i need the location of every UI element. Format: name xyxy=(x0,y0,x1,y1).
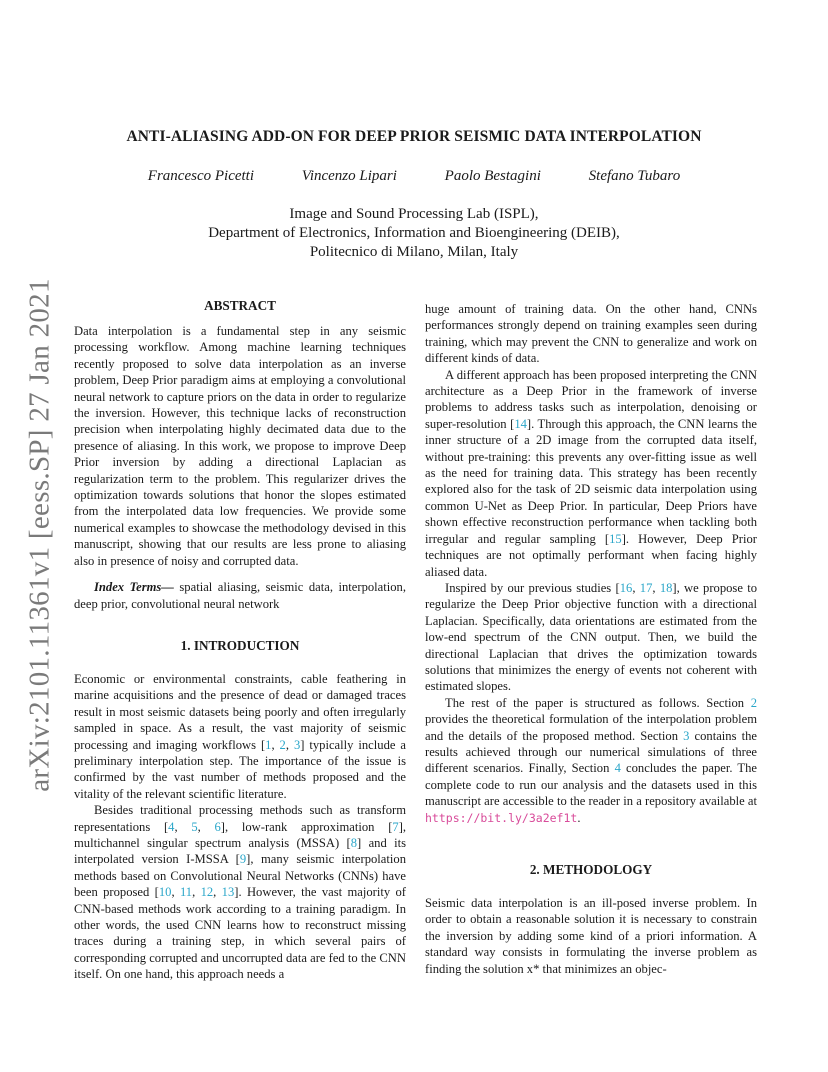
abstract-heading: ABSTRACT xyxy=(204,298,276,313)
text-run: . xyxy=(577,810,581,825)
intro-paragraph xyxy=(425,367,757,580)
section-reference-link[interactable]: 4 xyxy=(614,761,621,776)
text-run: concludes the paper. The complete code to run our analysis and the datasets used in this manuscript are accessible to the reader in a repository available at xyxy=(425,761,758,809)
text-run: The rest of the paper is structured as follows. Section xyxy=(445,695,751,710)
citation-link[interactable]: 2 xyxy=(279,737,286,752)
index-terms xyxy=(74,579,406,612)
text-run: Besides traditional processing methods such as transform representations [ xyxy=(74,803,406,834)
text-run: , xyxy=(197,819,215,834)
text-run: Economic or environmental constraints, cable feathering in marine acquisitions and the presence of dead or damaged traces result in most seismic datasets being poorly and often irregularly sampled in space. As a result, the vast majority of seismic processing and imaging workflows [ xyxy=(74,671,406,752)
citation-link[interactable]: 6 xyxy=(214,819,221,834)
text-run: ] and its interpolated version I-MSSA [ xyxy=(74,835,406,867)
citation-link[interactable]: 17 xyxy=(639,580,653,595)
citation-link[interactable]: 5 xyxy=(191,819,198,834)
affiliation-line: Image and Sound Processing Lab (ISPL), xyxy=(289,206,539,222)
abstract-text: Data interpolation is a fundamental step in any seismic processing workflow. Among machine learning techniques recently proposed to solve data interpolation as an inverse problem, Deep Prior paradigm aims at employing a convolutional neural network to capture priors on the data in order to regularize the inversion. However, this technique lacks of reconstruction precision when interpolating highly decimated data due to the presence of aliasing. In this work, we propose to improve Deep Prior inversion by adding a directional Laplacian as regularization term to the problem. This regularizer drives the optimization towards solutions that honor the slopes estimated from the interpolated data low frequencies. We provide some numerical examples to showcase the methodology devised in this manuscript, showing that our results are less prone to aliasing also in presence of noisy and corrupted data. xyxy=(74,324,406,568)
section-reference-link[interactable]: 3 xyxy=(683,728,690,743)
intro-paragraph xyxy=(74,671,406,802)
citation-link[interactable]: 3 xyxy=(293,737,301,752)
citation-link[interactable]: 1 xyxy=(265,737,272,752)
intro-paragraph: huge amount of training data. On the other hand, CNNs performances strongly depend on training examples seen during training, which may prevent the CNN to generalize and work on different kinds of data. xyxy=(425,302,757,366)
intro-paragraph xyxy=(74,802,406,982)
citation-link[interactable]: 14 xyxy=(514,416,527,431)
text-run: ]. Through this approach, the CNN learns the inner structure of a 2D image from the corrupted data itself, without pre-training: this prevents any over-fitting issue as well as the need for training data. This strategy has been recently explored also for the task of 2D seismic data interpolation using common U-Net as Deep Prior. In particular, Deep Priors have shown effective reconstruction performance when tackling both irregular and regular sampling [ xyxy=(425,416,757,546)
text-run: , xyxy=(285,737,294,752)
citation-link[interactable]: 8 xyxy=(350,835,358,850)
affiliation-line: Politecnico di Milano, Milan, Italy xyxy=(309,244,519,260)
affiliation-line: Department of Electronics, Information and Bioengineering (DEIB), xyxy=(208,225,620,241)
citation-link[interactable]: 15 xyxy=(609,531,622,546)
citation-link[interactable]: 18 xyxy=(659,580,673,595)
arxiv-identifier: arXiv:2101.11361v1 [eess.SP] 27 Jan 2021 xyxy=(23,278,56,792)
affiliation xyxy=(0,205,828,262)
methodology-paragraph: Seismic data interpolation is an ill-posed inverse problem. In order to obtain a reasonable solution it is necessary to constrain the inversion by adding some kind of a priori information. A standard way consists in formulating the inverse problem as finding the solution x* that minimizes an objec- xyxy=(425,896,757,976)
text-run: , xyxy=(171,885,180,900)
citation-link[interactable]: 4 xyxy=(168,819,175,834)
citation-link[interactable]: 16 xyxy=(619,580,633,595)
introduction-heading: 1. INTRODUCTION xyxy=(180,637,300,653)
text-run: , xyxy=(632,580,640,595)
text-run: ], we propose to regularize the Deep Prior objective function with a directional Laplacian. Specifically, data orientations are estimated from the low-end spectrum of the CNN output. Then, we build the directional Laplacian that drives the optimization towards solutions that minimizes the energy of events not coherent with estimated slopes. xyxy=(425,580,758,694)
index-terms-label: Index Terms— xyxy=(94,580,174,595)
author-name: Stefano Tubaro xyxy=(588,168,681,184)
text-run: , xyxy=(652,580,660,595)
text-run: ] typically include a preliminary interpolation step. The importance of the issue is confirmed by the vast number of methods proposed and the vitality of the relevant scientific literature. xyxy=(74,737,406,801)
text-run: provides the theoretical formulation of the interpolation problem and the details of the proposed method. Section xyxy=(425,712,757,743)
citation-link[interactable]: 13 xyxy=(221,885,235,900)
citation-link[interactable]: 10 xyxy=(158,885,172,900)
methodology-heading: 2. METHODOLOGY xyxy=(529,862,653,877)
author-list xyxy=(0,168,828,185)
author-name: Paolo Bestagini xyxy=(444,168,541,184)
repository-url-link[interactable]: https://bit.ly/3a2ef1t xyxy=(425,810,578,825)
text-run: ], multichannel singular spectrum analysis (MSSA) [ xyxy=(74,819,407,850)
paper-title: ANTI-ALIASING ADD-ON FOR DEEP PRIOR SEISMIC DATA INTERPOLATION xyxy=(126,128,702,145)
text-run: contains the results achieved through our numerical simulations of three different scenarios. Finally, Section xyxy=(425,728,758,776)
intro-paragraph xyxy=(425,580,757,695)
citation-link[interactable]: 11 xyxy=(179,885,193,900)
text-run: , xyxy=(213,885,222,900)
citation-link[interactable]: 12 xyxy=(200,885,214,900)
text-run: , xyxy=(192,885,201,900)
text-run: ]. However, the vast majority of CNN-based methods work according to a training paradigm. In other words, the used CNN learns how to reconstruct missing traces during a training step, in which several pairs of corresponding corrupted and uncorrupted data are fed to the CNN itself. On one hand, this approach needs a xyxy=(74,885,406,982)
citation-link[interactable]: 7 xyxy=(392,819,399,834)
intro-paragraph xyxy=(425,695,757,826)
text-run: , xyxy=(174,819,192,834)
author-name: Francesco Picetti xyxy=(147,168,255,184)
arxiv-identifier-sidebar xyxy=(22,278,58,792)
text-run: ]. However, Deep Prior techniques are not optimally performant when facing highly aliased data. xyxy=(425,531,757,579)
text-run: , xyxy=(271,737,280,752)
text-run: ], low-rank approximation [ xyxy=(220,819,393,834)
author-name: Vincenzo Lipari xyxy=(301,168,397,184)
right-column xyxy=(425,301,757,977)
section-reference-link[interactable]: 2 xyxy=(750,695,757,710)
text-run: A different approach has been proposed interpreting the CNN architecture as a Deep Prior in the framework of inverse problems to address tasks such as interpolation, denoising or super-resolution [ xyxy=(425,367,757,431)
left-column xyxy=(74,298,406,983)
index-terms-text: spatial aliasing, seismic data, interpolation, deep prior, convolutional neural network xyxy=(74,580,406,611)
text-run: ], many seismic interpolation methods based on Convolutional Neural Networks (CNNs) have been proposed [ xyxy=(74,852,406,900)
citation-link[interactable]: 9 xyxy=(239,852,247,867)
text-run: Inspired by our previous studies [ xyxy=(445,580,620,595)
